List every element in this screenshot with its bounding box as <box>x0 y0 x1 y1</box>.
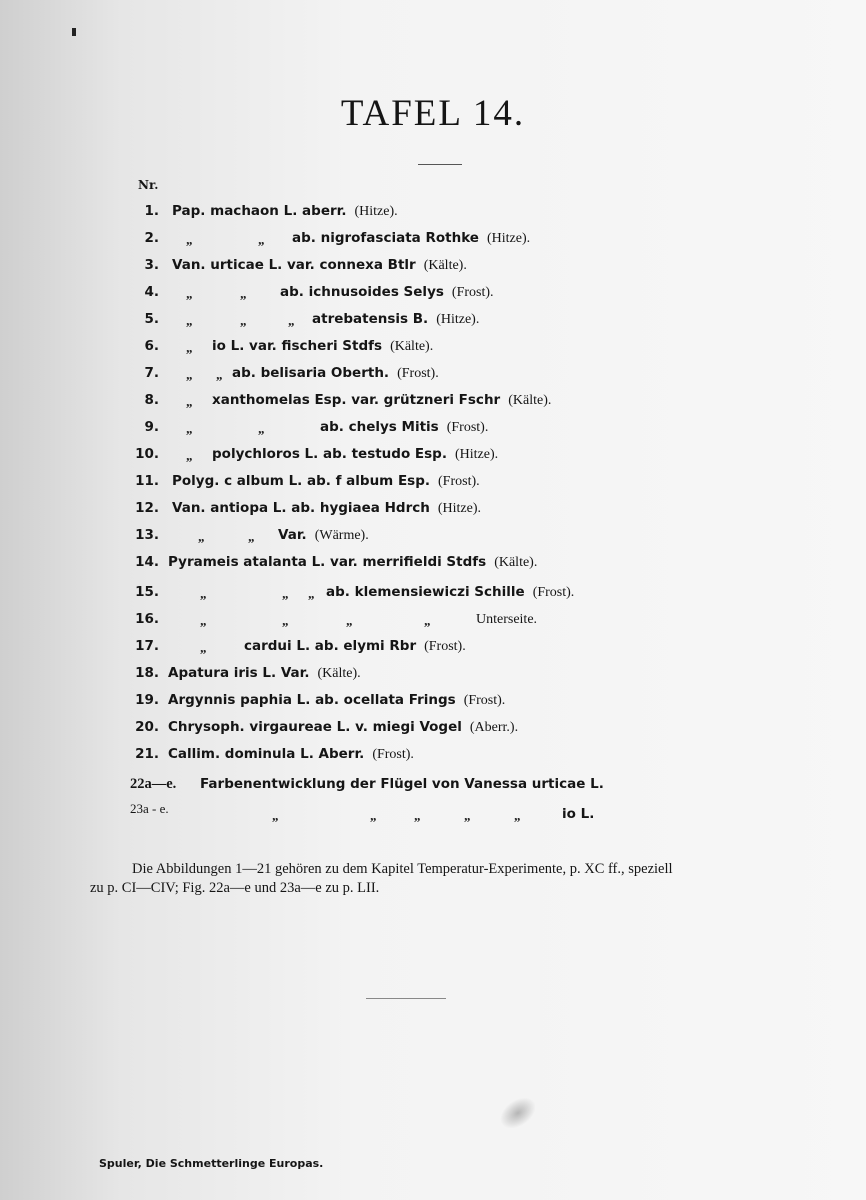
list-item: 2. „ „ ab. nigrofasciata Rothke (Hitze). <box>144 230 531 247</box>
title-divider <box>418 164 462 165</box>
ditto-mark: „ <box>240 313 247 328</box>
ditto-mark: „ <box>288 313 295 328</box>
print-mark <box>72 28 76 36</box>
ditto-mark: „ <box>200 640 207 655</box>
list-item: „ „ „ „ „ io L. <box>272 806 595 823</box>
list-item: 13. „ „ Var. (Wärme). <box>135 527 369 544</box>
bottom-divider <box>366 998 446 999</box>
ditto-mark: „ <box>186 448 193 463</box>
ditto-mark: „ <box>186 394 193 409</box>
list-item: 8. „ xanthomelas Esp. var. grützneri Fschr (Kälte). <box>144 392 552 409</box>
ditto-mark: „ <box>464 808 471 823</box>
ditto-mark: „ <box>346 613 353 628</box>
ditto-mark: „ <box>424 613 431 628</box>
footer-credit: Spuler, Die Schmetterlinge Europas. <box>99 1157 324 1170</box>
ditto-mark: „ <box>240 286 247 301</box>
list-item: 17. „ cardui L. ab. elymi Rbr (Frost). <box>135 638 466 655</box>
ink-smudge <box>494 1091 542 1135</box>
list-item: 18. Apatura iris L. Var. (Kälte). <box>135 665 361 681</box>
list-item: 5. „ „ „ atrebatensis B. (Hitze). <box>144 311 480 328</box>
ditto-mark: „ <box>248 529 255 544</box>
list-item: 4. „ „ ab. ichnusoides Selys (Frost). <box>144 284 494 301</box>
ditto-mark: „ <box>258 421 265 436</box>
list-item: 9. „ „ ab. chelys Mitis (Frost). <box>144 419 489 436</box>
list-item: 20. Chrysoph. virgaureae L. v. miegi Vogel (Aberr.). <box>135 719 519 735</box>
list-item: 21. Callim. dominula L. Aberr. (Frost). <box>135 746 414 762</box>
ditto-mark: „ <box>414 808 421 823</box>
ditto-mark: „ <box>200 613 207 628</box>
ditto-mark: „ <box>370 808 377 823</box>
ditto-mark: „ <box>514 808 521 823</box>
ditto-mark: „ <box>186 232 193 247</box>
list-item: 19. Argynnis paphia L. ab. ocellata Frings (Frost). <box>135 692 506 708</box>
ditto-mark: „ <box>272 808 279 823</box>
ditto-mark: „ <box>186 313 193 328</box>
list-item: 7. „ „ ab. belisaria Oberth. (Frost). <box>144 365 439 382</box>
ditto-mark: „ <box>198 529 205 544</box>
number-column-header: Nr. <box>138 178 159 192</box>
ditto-mark: „ <box>282 613 289 628</box>
list-item: 6. „ io L. var. fischeri Stdfs (Kälte). <box>144 338 434 355</box>
ditto-mark: „ <box>186 286 193 301</box>
list-item: 15. „ „ „ ab. klemensiewiczi Schille (Frost). <box>135 584 575 601</box>
ditto-mark: „ <box>186 421 193 436</box>
page-title: TAFEL 14. <box>340 93 526 134</box>
ditto-mark: „ <box>282 586 289 601</box>
ditto-mark: „ <box>308 586 315 601</box>
list-item: 12. Van. antiopa L. ab. hygiaea Hdrch (Hitze). <box>135 500 482 516</box>
list-item: 10. „ polychloros L. ab. testudo Esp. (Hitze). <box>135 446 499 463</box>
ditto-mark: „ <box>200 586 207 601</box>
list-item: 23a - e. <box>130 801 169 816</box>
ditto-mark: „ <box>186 367 193 382</box>
list-item: 11. Polyg. c album L. ab. f album Esp. (Frost). <box>135 473 480 489</box>
ditto-mark: „ <box>258 232 265 247</box>
list-item: 3. Van. urticae L. var. connexa Btlr (Kälte). <box>144 257 467 273</box>
list-item: 14. Pyrameis atalanta L. var. merrifieldi Stdfs (Kälte). <box>135 554 538 570</box>
list-item: 16. „ „ „ „ Unterseite. <box>135 611 538 628</box>
list-item: 22a—e. Farbenentwicklung der Flügel von Vanessa urticae L. <box>130 776 604 792</box>
ditto-mark: „ <box>186 340 193 355</box>
ditto-mark: „ <box>216 367 223 382</box>
list-item: 1. Pap. machaon L. aberr. (Hitze). <box>144 203 398 219</box>
figure-note-paragraph: Die Abbildungen 1—21 gehören zu dem Kapitel Temperatur-Experimente, p. XC ff., speziell zu p. CI—CIV; Fig. 22a—e und 23a—e zu p. LII. <box>90 861 673 896</box>
